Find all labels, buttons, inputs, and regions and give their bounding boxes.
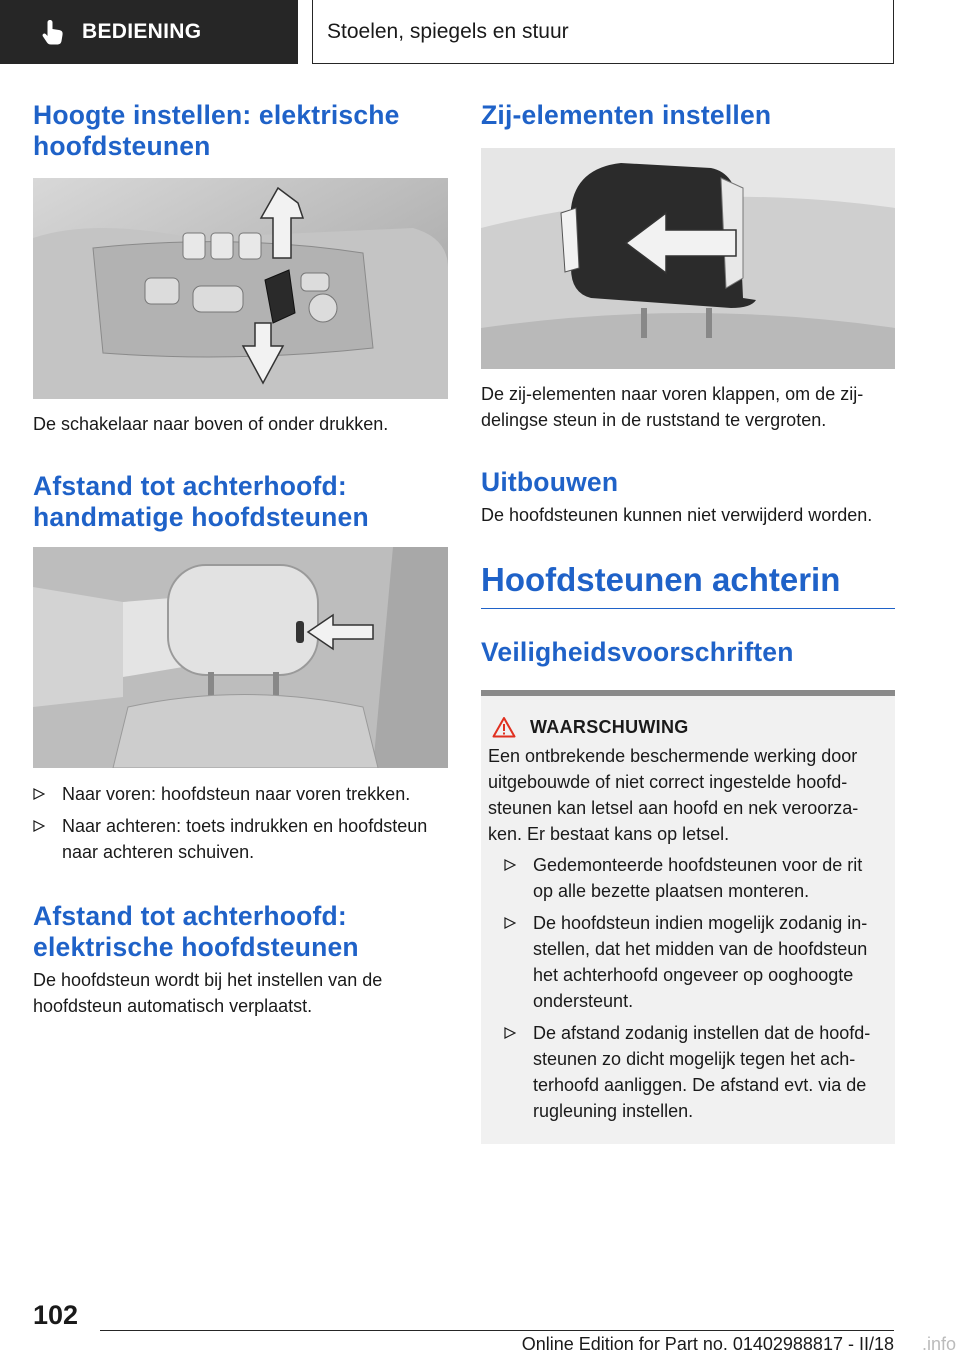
list-item: Naar voren: hoofdsteun naar voren trekken. — [33, 781, 448, 813]
heading-distance-electric: Afstand tot achterhoofd: elektrische hoofdsteunen — [33, 901, 359, 962]
warning-box — [481, 690, 895, 1144]
footer-divider — [100, 1330, 894, 1331]
headrest-manual-figure — [33, 547, 448, 768]
heading-side-elements: Zij-elementen instellen — [481, 100, 772, 130]
seat-switch-figure — [33, 178, 448, 399]
triangle-bullet-icon — [33, 820, 45, 832]
text-remove: De hoofdsteunen kunnen niet verwijderd worden. — [481, 505, 873, 525]
heading-rear-headrests: Hoofdsteunen achterin — [481, 560, 895, 609]
heading-distance-manual: Afstand tot achterhoofd: handmatige hoofdsteunen — [33, 471, 369, 532]
warning-header — [488, 716, 883, 738]
heading-height-electric: Hoogte instellen: elektrische hoofdsteunen — [33, 100, 400, 161]
edition-text: Online Edition for Part no. 01402988817 - II/18 — [521, 1334, 894, 1354]
list-item: De hoofdsteun indien mogelijk zodanig instellen, dat het midden van de hoofdsteun het achterhoofd ongeveer op ooghoogte ondersteunt. — [504, 910, 883, 1020]
manual-headrest-list — [33, 781, 448, 871]
section-label: BEDIENING — [82, 20, 202, 43]
warning-list — [488, 852, 883, 1130]
text-distance-electric: De hoofdsteun wordt bij het instellen van de hoofdsteun automatisch verplaatst. — [33, 970, 383, 1016]
triangle-bullet-icon — [504, 917, 516, 929]
warning-title: WAARSCHUWING — [530, 716, 689, 737]
triangle-bullet-icon — [504, 1027, 516, 1039]
right-column — [481, 100, 895, 1144]
chapter-tab — [312, 0, 894, 64]
list-item: Naar achteren: toets indrukken en hoofdsteun naar achteren schuiven. — [33, 813, 448, 871]
hand-pointer-icon — [38, 17, 68, 47]
section-tab — [0, 0, 298, 64]
warning-triangle-icon — [492, 716, 516, 738]
watermark: .info — [921, 1334, 956, 1354]
text-side-elements: De zij-elementen naar voren klappen, om de zijdelingse steun in de ruststand te vergroten. — [481, 384, 864, 430]
left-column — [33, 100, 448, 1019]
triangle-bullet-icon — [33, 788, 45, 800]
warning-text: Een ontbrekende beschermende werking door uitgebouwde of niet correct ingestelde hoofdsteunen kan letsel aan hoofd en nek veroorzaken. Er bestaat kans op letsel. — [488, 746, 859, 844]
heading-safety: Veiligheidsvoorschriften — [481, 637, 794, 667]
list-item: Gedemonteerde hoofdsteunen voor de rit op alle bezette plaatsen monteren. — [504, 852, 883, 910]
triangle-bullet-icon — [504, 859, 516, 871]
heading-remove: Uitbouwen — [481, 467, 619, 497]
side-elements-figure — [481, 148, 895, 369]
page-number: 102 — [33, 1300, 79, 1330]
caption-height-electric: De schakelaar naar boven of onder drukken. — [33, 414, 389, 434]
list-item: De afstand zodanig instellen dat de hoofdsteunen zo dicht mogelijk tegen het achterhoofd aanliggen. De afstand evt. via de rugleuning instellen. — [504, 1020, 883, 1130]
chapter-label: Stoelen, spiegels en stuur — [327, 19, 569, 43]
